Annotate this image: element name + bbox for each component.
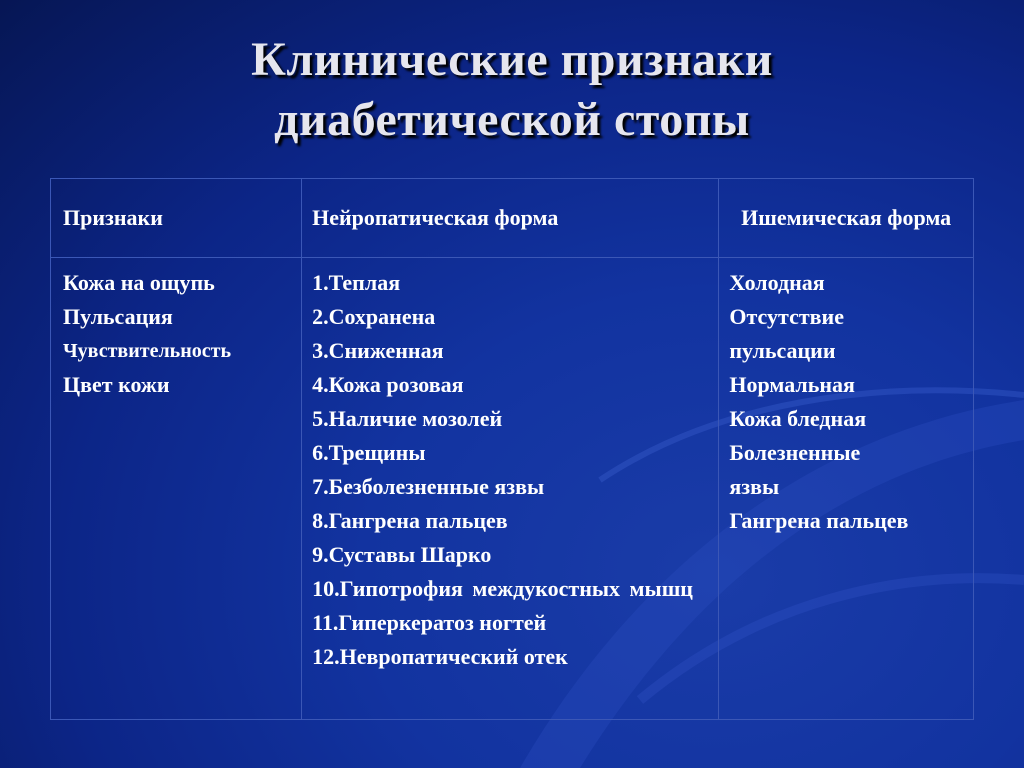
list-item: 3.Сниженная [312, 338, 444, 363]
list-item: Гангрена пальцев [729, 508, 909, 533]
list-item: Болезненные язвы [729, 440, 861, 499]
list-item: 7.Безболезненные язвы [312, 474, 545, 499]
list-item: Кожа на ощупь [63, 270, 215, 295]
list-item: 12.Невропатический отек [312, 644, 568, 669]
list-item: Пульсация [63, 304, 173, 329]
list-item: Чувствительность [63, 340, 232, 362]
list-item: 10.Гипотрофия междукостных мышц [312, 576, 693, 601]
title-line-2: диабетической стопы [274, 93, 750, 146]
table-header-row [51, 179, 974, 258]
header-neuropathic: Нейропатическая форма [302, 179, 719, 258]
header-ischemic-text: Ишемическая форма [741, 205, 952, 230]
list-item: 6.Трещины [312, 440, 426, 465]
title-line-1: Клинические признаки [251, 33, 773, 86]
list-item: Холодная [729, 270, 825, 295]
slide-title [0, 30, 1024, 150]
list-item: 11.Гиперкератоз ногтей [312, 610, 547, 635]
list-item: Нормальная [729, 372, 855, 397]
list-item: 1.Теплая [312, 270, 401, 295]
list-item: 9.Суставы Шарко [312, 542, 492, 567]
list-item: Цвет кожи [63, 372, 170, 397]
list-item: 4.Кожа розовая [312, 372, 464, 397]
signs-cell [51, 258, 302, 720]
list-item: Кожа бледная [729, 406, 867, 431]
header-ischemic [719, 179, 974, 258]
neuropathic-cell [302, 258, 719, 720]
list-item: 8.Гангрена пальцев [312, 508, 508, 533]
table-row [51, 258, 974, 720]
signs-table [50, 178, 974, 720]
header-signs: Признаки [51, 179, 302, 258]
list-item: 5.Наличие мозолей [312, 406, 503, 431]
list-item: 2.Сохранена [312, 304, 436, 329]
list-item: Отсутствие пульсации [729, 304, 844, 363]
ischemic-cell [719, 258, 974, 720]
